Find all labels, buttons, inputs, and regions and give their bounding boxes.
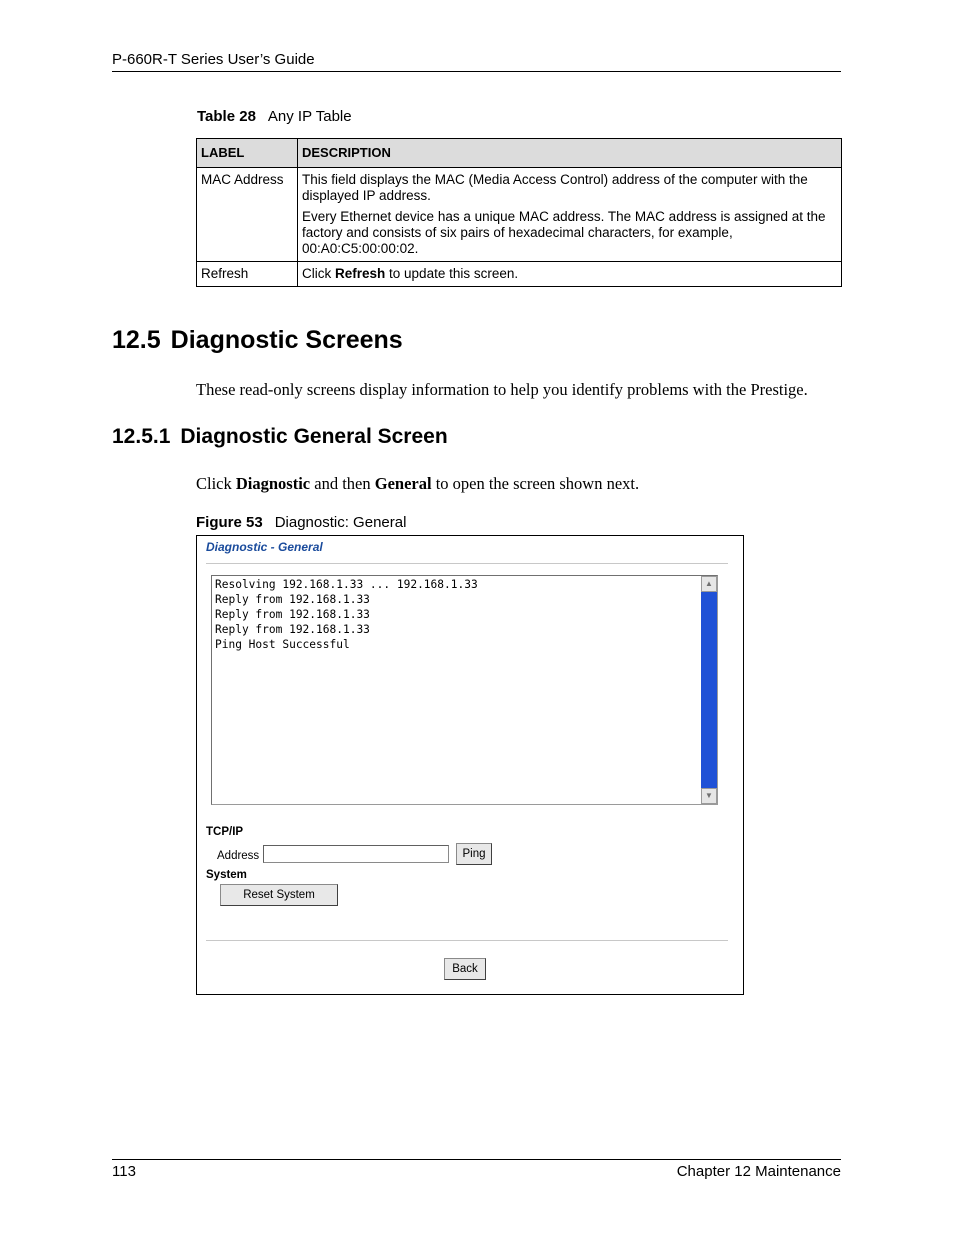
- table-caption: [197, 108, 352, 125]
- description-bold: Refresh: [335, 266, 386, 281]
- table-caption-title: Any IP Table: [267, 108, 352, 125]
- body-text: Click: [196, 474, 236, 493]
- vertical-scrollbar[interactable]: [701, 576, 717, 804]
- row-label: Refresh: [197, 262, 298, 287]
- section-number: 12.5: [112, 326, 161, 354]
- subsection-heading: [112, 425, 448, 449]
- diagnostic-general-screen: [196, 535, 744, 995]
- body-text: to open the screen shown next.: [431, 474, 640, 493]
- table-row: [197, 168, 842, 262]
- chapter-title: Chapter 12 Maintenance: [676, 1163, 841, 1180]
- subsection-body: [196, 474, 639, 494]
- scroll-up-icon[interactable]: ▲: [701, 576, 717, 592]
- screen-title: Diagnostic - General: [206, 540, 323, 554]
- any-ip-table: [196, 138, 842, 287]
- description-text: to update this screen.: [385, 266, 519, 281]
- body-bold: Diagnostic: [235, 474, 311, 493]
- table-row: [197, 262, 842, 287]
- subsection-number: 12.5.1: [112, 425, 171, 448]
- title-divider: [206, 563, 728, 564]
- reset-system-button[interactable]: Reset System: [220, 884, 338, 906]
- row-description: [298, 168, 842, 262]
- section-title: Diagnostic Screens: [170, 326, 403, 354]
- guide-title: P-660R-T Series User’s Guide: [112, 51, 315, 68]
- log-textarea[interactable]: [211, 575, 718, 805]
- table-header-row: [197, 139, 842, 168]
- ping-button[interactable]: Ping: [456, 843, 492, 865]
- system-label: System: [206, 869, 247, 881]
- header-description: DESCRIPTION: [298, 139, 842, 168]
- back-button[interactable]: Back: [444, 958, 486, 980]
- page-number: 113: [112, 1163, 136, 1180]
- row-description: [298, 262, 842, 287]
- scroll-down-icon[interactable]: ▼: [701, 788, 717, 804]
- figure-caption-label: Figure 53: [196, 514, 263, 531]
- description-text: Click: [302, 266, 335, 281]
- tcpip-label: TCP/IP: [206, 826, 244, 838]
- section-body: These read-only screens display information to help you identify problems with the Prestige.: [196, 380, 808, 399]
- figure-caption: [196, 514, 406, 531]
- description-paragraph: This field displays the MAC (Media Access Control) address of the computer with the displayed IP address.: [302, 172, 808, 203]
- page-footer: [112, 1159, 841, 1180]
- table-caption-label: Table 28: [197, 108, 256, 125]
- log-output: Resolving 192.168.1.33 ... 192.168.1.33 Reply from 192.168.1.33 Reply from 192.168.1.33 Reply from 192.168.1.33 Ping Host Successful: [215, 578, 478, 651]
- section-heading: [112, 326, 403, 355]
- page-header: [112, 51, 841, 72]
- header-label: LABEL: [197, 139, 298, 168]
- body-bold: General: [374, 474, 432, 493]
- bottom-divider: [206, 940, 728, 941]
- figure-caption-title: Diagnostic: General: [274, 514, 407, 531]
- subsection-title: Diagnostic General Screen: [180, 425, 448, 448]
- address-input[interactable]: [263, 845, 449, 863]
- row-label: MAC Address: [197, 168, 298, 262]
- address-label: Address: [217, 850, 260, 862]
- description-paragraph: Every Ethernet device has a unique MAC address. The MAC address is assigned at the factory and consists of six pairs of hexadecimal characters, for example, 00:A0:C5:00:00:02.: [302, 209, 826, 256]
- body-text: and then: [310, 474, 375, 493]
